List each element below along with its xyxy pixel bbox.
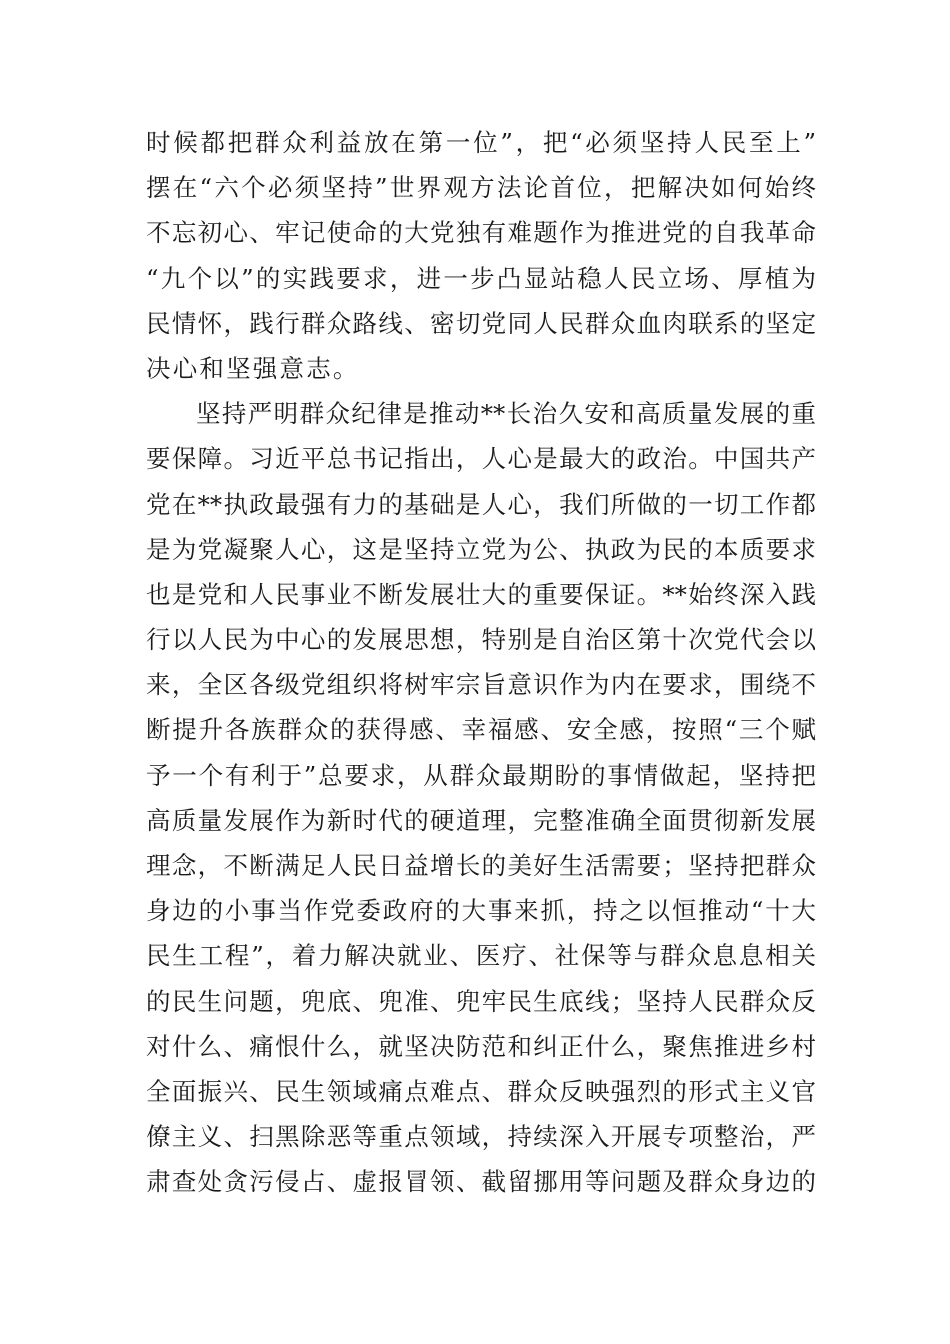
text-line: 来，全区各级党组织将树牢宗旨意识作为内在要求，围绕不 xyxy=(146,670,816,700)
text-line: 是为党凝聚人心，这是坚持立党为公、执政为民的本质要求 xyxy=(146,534,816,564)
text-line: 时候都把群众利益放在第一位”，把“必须坚持人民至上” xyxy=(146,128,816,157)
text-line: 断提升各族群众的获得感、幸福感、安全感，按照“三个赋 xyxy=(146,715,816,745)
text-line: “九个以”的实践要求，进一步凸显站稳人民立场、厚植为 xyxy=(146,263,816,293)
text-line: 党在**执政最强有力的基础是人心，我们所做的一切工作都 xyxy=(146,489,816,519)
text-line: 予一个有利于”总要求，从群众最期盼的事情做起，坚持把 xyxy=(146,760,816,790)
document-body xyxy=(146,120,816,1205)
text-line: 不忘初心、牢记使命的大党独有难题作为推进党的自我革命 xyxy=(146,218,816,248)
text-line: 要保障。习近平总书记指出，人心是最大的政治。中国共产 xyxy=(146,444,816,474)
text-line: 也是党和人民事业不断发展壮大的重要保证。**始终深入践 xyxy=(146,579,816,609)
text-line: 坚持严明群众纪律是推动**长治久安和高质量发展的重 xyxy=(196,399,816,429)
text-line: 对什么、痛恨什么，就坚决防范和纠正什么，聚焦推进乡村 xyxy=(146,1031,816,1061)
text-line: 摆在“六个必须坚持”世界观方法论首位，把解决如何始终 xyxy=(146,173,816,203)
text-line: 决心和坚强意志。 xyxy=(146,353,360,383)
text-line: 理念，不断满足人民日益增长的美好生活需要；坚持把群众 xyxy=(146,851,816,880)
text-line: 全面振兴、民生领域痛点难点、群众反映强烈的形式主义官 xyxy=(146,1076,816,1106)
text-line: 行以人民为中心的发展思想，特别是自治区第十次党代会以 xyxy=(146,625,816,655)
text-line: 身边的小事当作党委政府的大事来抓，持之以恒推动“十大 xyxy=(146,896,816,926)
text-line: 民生工程”，着力解决就业、医疗、社保等与群众息息相关 xyxy=(146,941,816,971)
text-line: 僚主义、扫黑除恶等重点领域，持续深入开展专项整治，严 xyxy=(146,1122,816,1152)
text-line: 民情怀，践行群众路线、密切党同人民群众血肉联系的坚定 xyxy=(146,308,816,338)
text-line: 的民生问题，兜底、兜准、兜牢民生底线；坚持人民群众反 xyxy=(146,986,816,1016)
text-line: 肃查处贪污侵占、虚报冒领、截留挪用等问题及群众身边的 xyxy=(146,1167,816,1197)
text-line: 高质量发展作为新时代的硬道理，完整准确全面贯彻新发展 xyxy=(146,805,816,835)
